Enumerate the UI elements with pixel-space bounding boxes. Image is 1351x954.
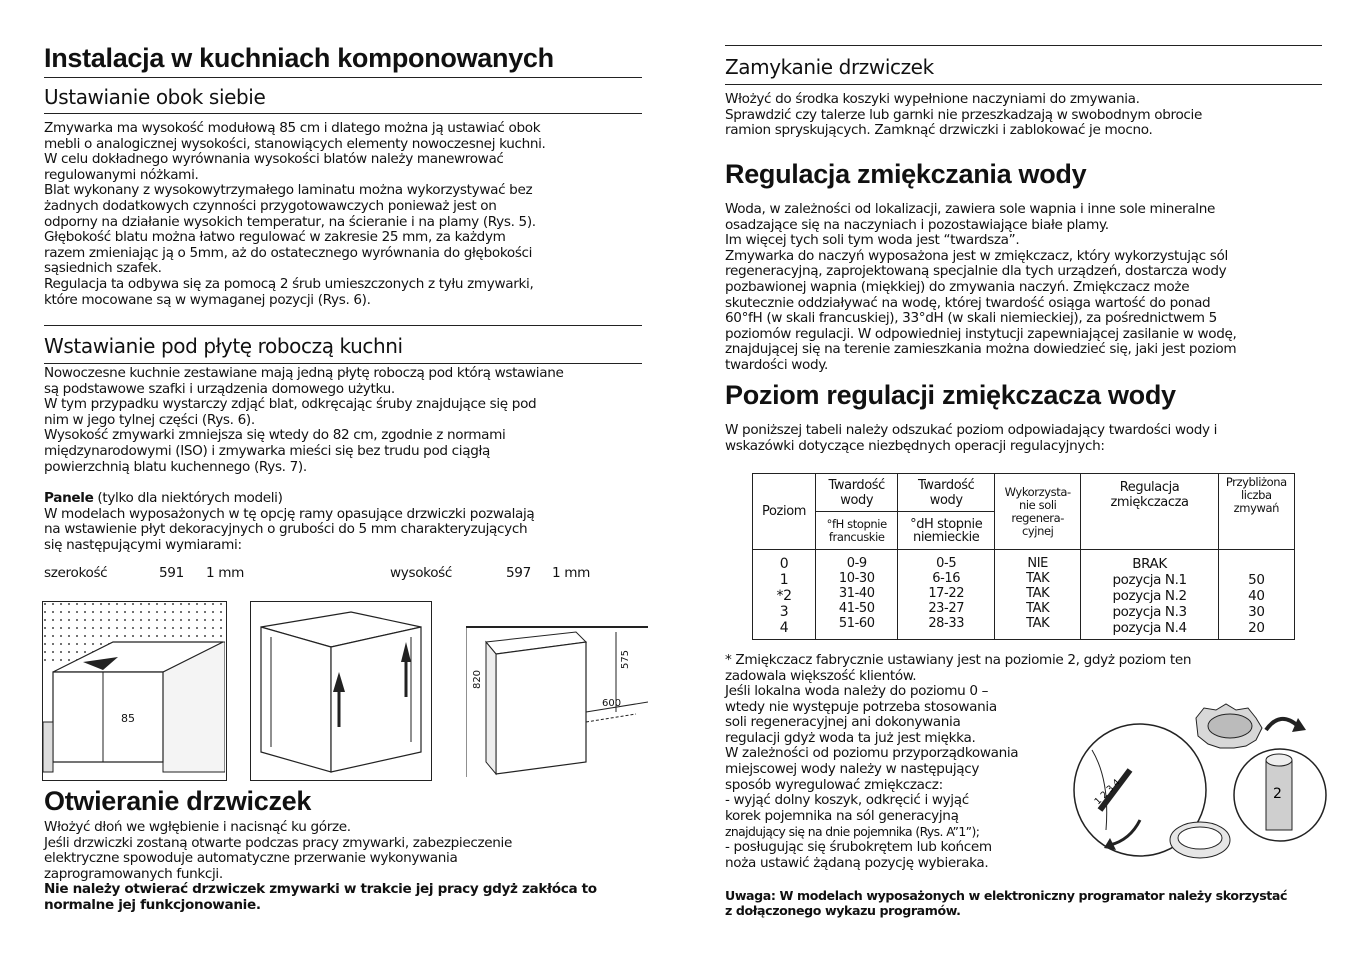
text-line: Włożyć do środka koszyki wypełnione naczyniami do zmywania. (725, 91, 1140, 107)
text-line: * Zmiękczacz fabrycznie ustawiany jest na poziomie 2, gdyż poziom ten (725, 652, 1192, 668)
panels-heading (44, 491, 642, 507)
width-label: szerokość (44, 565, 108, 581)
depth-600-label: 600 (602, 698, 622, 709)
text-line: wtedy nie występuje potrzeba stosowania (725, 698, 997, 715)
fh-column (816, 550, 898, 640)
water-softening-text (725, 202, 1322, 374)
text-line: Zmywarka ma wysokość modułową 85 cm i dlatego można ją ustawiać obok (44, 120, 541, 136)
text-line: osadzające się na naczyniach i pozostawiające białe plamy. (725, 216, 1109, 233)
cell-setting: BRAK (1132, 556, 1167, 572)
text-line: W tym przypadku wystarczy zdjąć blat, odkręcając śruby znajdujące się pod (44, 396, 537, 413)
text-line: zaprogramowanych funkcji. (44, 865, 223, 882)
cell-dh: 0-5 (936, 556, 957, 571)
text-line: wskazówki dotyczące niezbędnych operacji regulacyjnych: (725, 437, 1105, 454)
text-line: sąsiednich szafek. (44, 260, 162, 277)
figure-rear-screws (250, 601, 432, 781)
text-line: W zależności od poziomu przyporządkowania (725, 745, 1019, 762)
electronic-programmer-warning (725, 888, 1322, 918)
cell-wash-count: 50 (1248, 572, 1265, 588)
height-tolerance: 1 mm (552, 565, 591, 581)
closing-door-heading: Zamykanie drzwiczek (725, 55, 934, 79)
text-line: W modelach wyposażonych w tę opcję ramy opasujące drzwiczki pozwalają (44, 505, 535, 522)
opening-door-text (44, 820, 642, 914)
cell-fh: 51-60 (838, 616, 875, 631)
text-line: Głębokość blatu można łatwo regulować w zakresie 25 mm, za każdym (44, 229, 506, 246)
header-wash-count: Przybliżona liczba zmywań (1218, 474, 1294, 550)
text-line: elektryczne spowoduje automatyczne przerwanie wykonywania (44, 850, 458, 867)
text-line: odporny na działanie wysokich temperatur, na ścieranie i na plamy (Rys. 5). (44, 213, 536, 230)
text-line: korek pojemnika na sól generacyjną (725, 807, 959, 824)
cell-salt: NIE (1027, 556, 1048, 571)
header-hardness-dh: Twardość wody (898, 474, 995, 512)
header-softener-setting: Regulacja zmiękczacza (1081, 474, 1218, 550)
text-line: znajdującej się na terenie zamieszkania można dowiedzieć się, jaki jest poziom (725, 341, 1237, 358)
divider (44, 325, 642, 326)
text-line: miejscowej wody należy w następujący (725, 760, 980, 777)
closing-door-text (725, 92, 1322, 139)
cell-dh: 28-33 (928, 616, 965, 631)
svg-text:2: 2 (1273, 786, 1282, 802)
cell-fh: 31-40 (838, 586, 875, 601)
cell-salt: TAK (1026, 601, 1050, 616)
warning-line: Nie należy otwierać drzwiczek zmywarki w trakcie jej pracy gdyż zakłóca to (44, 881, 597, 898)
text-line: regulacji gdyż woda ta już jest miękka. (725, 729, 976, 746)
text-line: ramion spryskujących. Zamknąć drzwiczki i zablokować je mocno. (725, 122, 1153, 139)
text-line: Jeśli lokalna woda należy do poziomu 0 – (725, 683, 989, 699)
panels-note: (tylko dla niektórych modeli) (93, 490, 283, 506)
text-line: W poniższej tabeli należy odszukać poziom odpowiadający twardości wody i (725, 422, 1218, 438)
text-line: powierzchnią blatu kuchennego (Rys. 7). (44, 458, 307, 475)
text-line: międzynarodowymi (ISO) i zmywarka mieści się bez trudu pod ciągłą (44, 442, 490, 459)
text-line: na wstawienie płyt dekoracyjnych o grubości do 5 mm charakteryzujących (44, 521, 528, 538)
dishwasher-between-cabinets-illustration (43, 602, 225, 779)
softener-table (752, 473, 1295, 640)
cell-wash-count: 20 (1248, 620, 1265, 636)
side-by-side-text (44, 121, 642, 308)
cell-salt: TAK (1026, 571, 1050, 586)
cell-salt: TAK (1026, 616, 1050, 631)
text-line: zadowala większość klientów. (725, 668, 917, 684)
cell-fh: 0-9 (846, 556, 867, 571)
text-line: poziomów regulacji. W odpowiedniej instytucji zapewniającej zasilanie w wodę, (725, 325, 1237, 342)
width-value: 591 (159, 565, 184, 581)
cell-level: 1 (779, 572, 789, 588)
cell-setting: pozycja N.4 (1112, 620, 1187, 636)
divider (725, 84, 1322, 85)
water-softening-title: Regulacja zmiękczania wody (725, 159, 1087, 189)
cell-level: 3 (779, 604, 789, 620)
warning-line: normalne jej funkcjonowanie. (44, 896, 261, 913)
text-line: regulowanymi nóżkami. (44, 166, 199, 183)
text-line: Włożyć dłoń we wgłębienie i nacisnąć ku górze. (44, 819, 351, 835)
softener-level-title: Poziom regulacji zmiękczacza wody (725, 380, 1176, 410)
softener-level-text (725, 423, 1322, 454)
height-value: 597 (506, 565, 531, 581)
text-line: żadnych dodatkowych czynności przygotowawczych ponieważ jest on (44, 197, 497, 214)
text-line: Blat wykonany z wysokowytrzymałego laminatu można wykorzystywać bez (44, 182, 533, 199)
cell-setting: pozycja N.3 (1112, 604, 1187, 620)
cell-setting: pozycja N.2 (1112, 588, 1187, 604)
header-hardness-fh: Twardość wody (816, 474, 898, 512)
height-820-label: 820 (472, 669, 484, 690)
text-line: pozbawionej wapnia (miękkiej) do zmywania naczyń. Zmiękczacz może (725, 278, 1190, 295)
text-line: Woda, w zależności od lokalizacji, zawiera sole wapnia i inne sole mineralne (725, 201, 1216, 217)
text-line: - wyjąć dolny koszyk, odkręcić i wyjąć (725, 792, 969, 809)
text-line: Im więcej tych soli tym woda jest “twardsza”. (725, 232, 1020, 249)
cell-wash-count: 30 (1248, 604, 1265, 620)
subheader-german-degrees: °dH stopnie niemieckie (898, 512, 995, 550)
dishwasher-rear-view-illustration (251, 602, 430, 779)
height-label: wysokość (390, 565, 453, 581)
salt-container-cap-illustration (1070, 700, 1330, 870)
cell-setting: pozycja N.1 (1112, 572, 1187, 588)
header-salt-usage: Wykorzysta-nie soli regenera-cyjnej (995, 474, 1081, 550)
text-line: Wysokość zmywarki zmniejsza się wtedy do 82 cm, zgodnie z normami (44, 427, 506, 444)
cap-knob-icon (1196, 704, 1262, 748)
level-column (753, 550, 816, 640)
text-line: sposób wyregulować zmiękczacz: (725, 776, 943, 793)
wash-count-column (1218, 550, 1294, 640)
height-85-label: 85 (121, 712, 135, 725)
figure-side-by-side (42, 601, 227, 781)
text-line: Jeśli drzwiczki zostaną otwarte podczas pracy zmywarki, zabezpieczenie (44, 834, 512, 851)
text-line: razem zmieniając ją o 5mm, aż do ostatecznego wyrównania do głębokości (44, 244, 533, 261)
cell-fh: 10-30 (838, 571, 875, 586)
text-line: Regulacja ta odbywa się za pomocą 2 śrub umieszczonych z tyłu zmywarki, (44, 275, 534, 292)
cell-fh: 41-50 (838, 601, 875, 616)
softener-instructions (725, 684, 1051, 871)
cell-level: *2 (776, 588, 792, 604)
text-line: są podstawowe szafki i urządzenia domowego użytku. (44, 380, 395, 397)
under-worktop-heading: Wstawianie pod płytę roboczą kuchni (44, 334, 403, 358)
text-line: skutecznie oddziaływać na wodę, której twardość osiąga wartość do ponad (725, 294, 1211, 311)
svg-text:1 2 3 4: 1 2 3 4 (1093, 777, 1123, 808)
text-line: 60°fH (w skali francuskiej), 33°dH (w skali niemieckiej), za pośrednictwem 5 (725, 310, 1217, 327)
text-line: regeneracyjną, zaprojektowaną specjalnie dla tych urządzeń, dostarcza wody (725, 263, 1227, 280)
opening-door-title: Otwieranie drzwiczek (44, 786, 312, 816)
panels-bold: Panele (44, 490, 94, 506)
cell-wash-count: 40 (1248, 588, 1265, 604)
divider (725, 45, 1322, 46)
text-line: znajdujący się na dnie pojemnika (Rys. A”1”); (725, 824, 980, 840)
table-data-row (753, 550, 1295, 640)
subheader-french-degrees: °fH stopnie francuskie (816, 512, 898, 550)
text-line: mebli o analogicznej wysokości, stanowiących elementy nowoczesnej kuchni. (44, 135, 546, 152)
salt-column (995, 550, 1081, 640)
factory-setting-note (725, 651, 1322, 685)
installation-title: Instalacja w kuchniach komponowanych (44, 43, 554, 73)
side-by-side-heading: Ustawianie obok siebie (44, 85, 266, 109)
dishwasher-under-worktop-illustration (466, 602, 648, 782)
divider (44, 113, 642, 114)
text-line: twardości wody. (725, 356, 828, 373)
dh-column (898, 550, 995, 640)
cell-level: 4 (779, 620, 789, 636)
divider (44, 77, 642, 78)
text-line: Sprawdzić czy talerze lub garnki nie przeszkadzają w swobodnym obrocie (725, 106, 1202, 123)
cell-dh: 23-27 (928, 601, 965, 616)
text-line: się następującymi wymiarami: (44, 536, 242, 553)
text-line: nim w jego tylnej części (Rys. 6). (44, 411, 255, 428)
cell-dh: 6-16 (932, 571, 961, 586)
cell-dh: 17-22 (928, 586, 965, 601)
cell-level: 0 (779, 556, 789, 572)
width-tolerance: 1 mm (206, 565, 245, 581)
warning-line: z dołączonego wykazu programów. (725, 903, 961, 918)
text-line: Nowoczesne kuchnie zestawiane mają jedną płytę roboczą pod którą wstawiane (44, 365, 564, 381)
cell-salt: TAK (1026, 586, 1050, 601)
text-line: W celu dokładnego wyrównania wysokości blatów należy manewrować (44, 151, 504, 168)
text-line: Zmywarka do naczyń wyposażona jest w zmiękczacz, który wykorzystując sól (725, 247, 1228, 264)
header-level: Poziom (753, 474, 816, 550)
text-line: które mocowane są w wymaganej pozycji (Rys. 6). (44, 291, 371, 308)
panels-text (44, 491, 642, 553)
text-line: soli regeneracyjnej ani dokonywania (725, 714, 961, 731)
width-575-label: 575 (620, 649, 632, 670)
figure-under-worktop (465, 601, 647, 781)
table-header-row (753, 474, 1295, 512)
under-worktop-text (44, 366, 642, 475)
divider (44, 363, 642, 364)
text-line: noża ustawić żądaną pozycję wybieraka. (725, 854, 989, 871)
text-line: - posługując się śrubokrętem lub końcem (725, 838, 992, 855)
setting-column (1081, 550, 1218, 640)
warning-line: Uwaga: W modelach wyposażonych w elektroniczny programator należy skorzystać (725, 888, 1288, 903)
